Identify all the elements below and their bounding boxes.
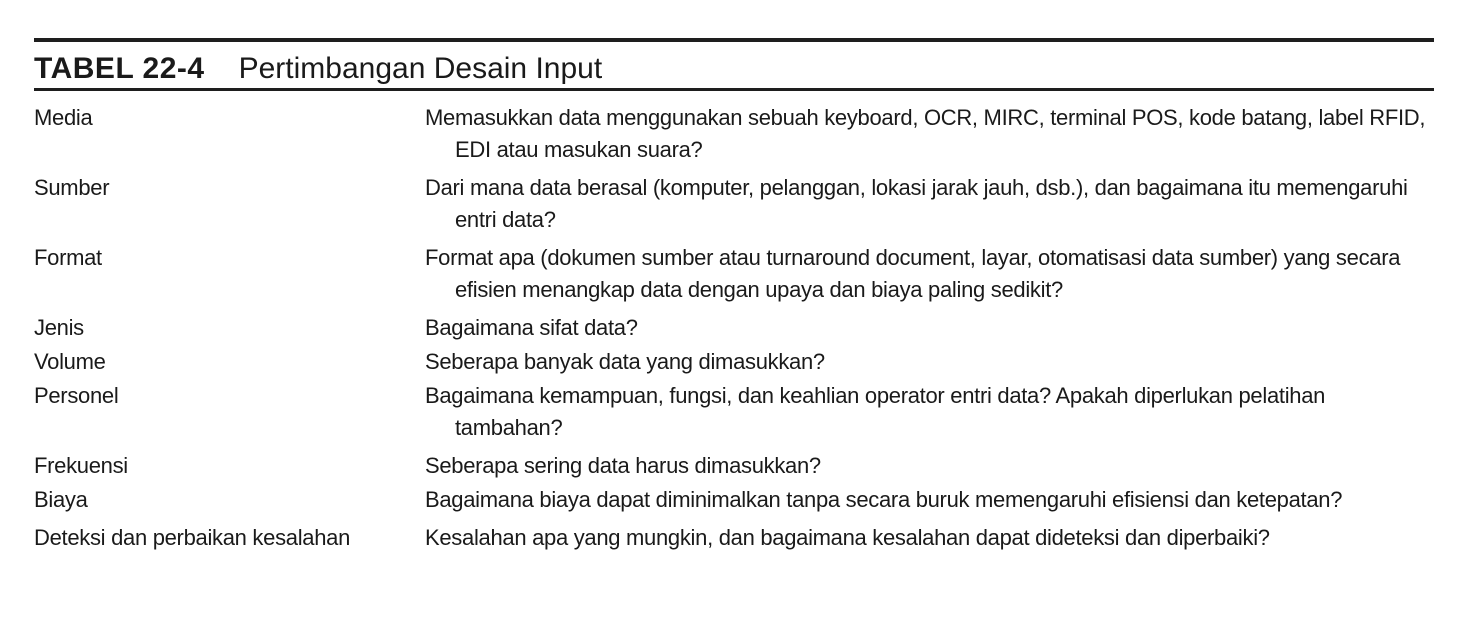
table-caption — [34, 40, 602, 88]
row-label: Personel — [34, 383, 119, 408]
table-row-personel — [34, 380, 1434, 444]
table-row-media — [34, 102, 1434, 166]
row-description: Kesalahan apa yang mungkin, dan bagaimana kesalahan dapat dideteksi dan diperbaiki? — [425, 525, 1270, 550]
row-description: Bagaimana sifat data? — [425, 315, 638, 340]
table-caption-rule — [34, 88, 1434, 91]
table-row-biaya — [34, 484, 1434, 516]
table-row-jenis — [34, 312, 1434, 344]
row-description: Bagaimana biaya dapat diminimalkan tanpa secara buruk memengaruhi efisiensi dan ketepatan? — [425, 487, 1343, 512]
row-description: Memasukkan data menggunakan sebuah keyboard, OCR, MIRC, terminal POS, kode batang, label RFID, EDI atau masukan suara? — [425, 105, 1426, 162]
table-body — [34, 102, 1434, 554]
row-label: Jenis — [34, 315, 84, 340]
row-description: Bagaimana kemampuan, fungsi, dan keahlian operator entri data? Apakah diperlukan pelatihan tambahan? — [425, 383, 1326, 440]
row-label: Format — [34, 245, 102, 270]
row-description: Seberapa banyak data yang dimasukkan? — [425, 349, 825, 374]
table-row-format — [34, 242, 1434, 306]
table-row-volume — [34, 346, 1434, 378]
table-number: TABEL 22-4 — [34, 52, 205, 85]
row-description: Dari mana data berasal (komputer, pelanggan, lokasi jarak jauh, dsb.), dan bagaimana itu memengaruhi entri data? — [425, 175, 1408, 232]
table-row-sumber — [34, 172, 1434, 236]
row-description: Format apa (dokumen sumber atau turnaround document, layar, otomatisasi data sumber) yang secara efisien menangkap data dengan upaya dan biaya paling sedikit? — [425, 245, 1401, 302]
row-label: Frekuensi — [34, 453, 128, 478]
table-row-frekuensi — [34, 450, 1434, 482]
row-description: Seberapa sering data harus dimasukkan? — [425, 453, 821, 478]
row-label: Sumber — [34, 175, 110, 200]
table-title: Pertimbangan Desain Input — [238, 52, 603, 85]
row-label: Volume — [34, 349, 106, 374]
row-label: Biaya — [34, 487, 88, 512]
row-label: Deteksi dan perbaikan kesalahan — [34, 525, 351, 550]
table-row-deteksi — [34, 522, 1434, 554]
row-label: Media — [34, 105, 93, 130]
